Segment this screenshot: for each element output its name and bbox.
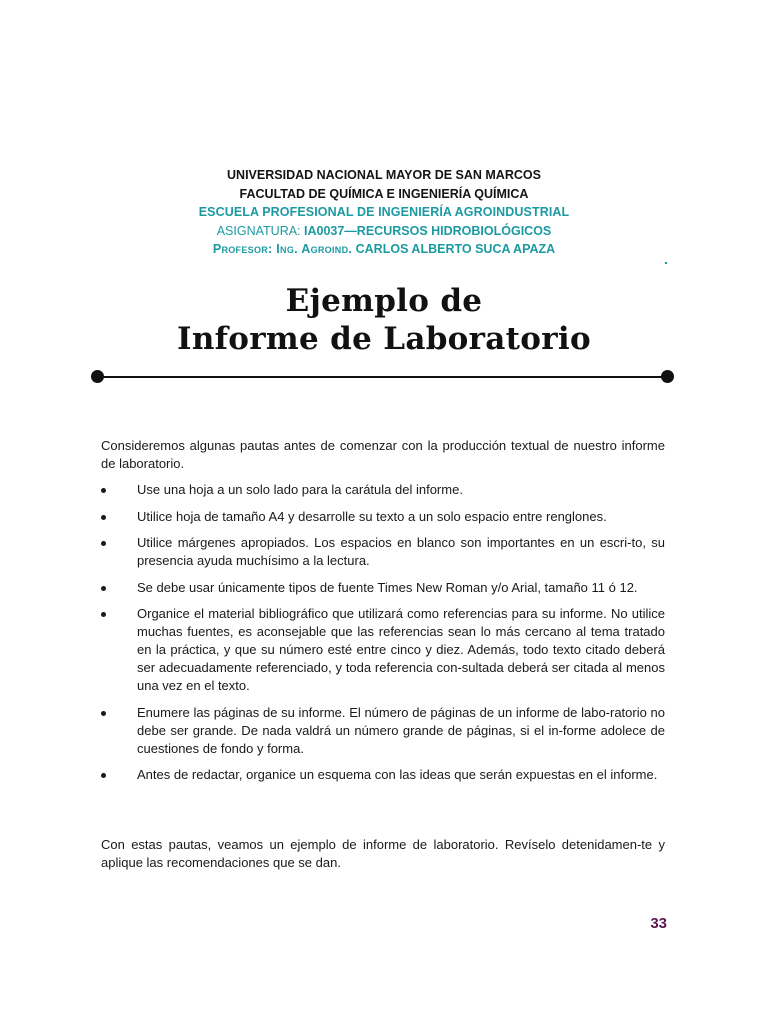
list-item [101,766,665,784]
list-item [101,534,665,570]
title-divider [96,376,668,378]
professor-name: CARLOS ALBERTO SUCA APAZA [352,242,556,256]
bullet-icon [101,488,106,493]
course-name: IA0037—RECURSOS HIDROBIOLÓGICOS [304,223,552,238]
list-item [101,481,665,499]
list-item-text: Se debe usar únicamente tipos de fuente Times New Roman y/o Arial, tamaño 11 ó 12. [137,579,638,595]
bullet-icon [101,515,106,520]
intro-paragraph: Consideremos algunas pautas antes de comenzar con la producción textual de nuestro informe de laboratorio. [101,438,665,471]
bullet-icon [101,612,106,617]
title-line-2: Informe de Laboratorio [177,321,591,357]
divider-right-dot [661,370,674,383]
faculty-name: FACULTAD DE QUÍMICA E INGENIERÍA QUÍMICA [239,186,529,201]
bullet-icon [101,586,106,591]
list-item-text: Enumere las páginas de su informe. El número de páginas de un informe de labo-ratorio no debe ser grande. De nada valdrá un número grande de páginas, si el in-forme adolece de cuestiones de fondo y forma. [137,704,665,756]
list-item-text: Utilice márgenes apropiados. Los espacios en blanco son importantes en un escri-to, su presencia ayuda muchísimo a la lectura. [137,535,665,568]
list-item-text: Organice el material bibliográfico que utilizará como referencias para su informe. No utilice muchas fuentes, es aconsejable que las referencias sean lo más cercano al tema tratado en la práctica, y que su número esté entre cinco y diez. Además, todo texto citado deberá ser adecuadamente referenciado, y toda referencia con-sultada deberá ser citada al menos una vez en el texto. [137,606,665,693]
divider-left-dot [91,370,104,383]
list-item [101,579,665,597]
professor-line [0,240,768,259]
university-name: UNIVERSIDAD NACIONAL MAYOR DE SAN MARCOS [227,168,541,182]
closing-paragraph: Con estas pautas, veamos un ejemplo de informe de laboratorio. Revíselo detenidamen-te y aplique las recomendaciones que se dan. [101,837,665,870]
school-name: ESCUELA PROFESIONAL DE INGENIERÍA AGROINDUSTRIAL [198,205,570,219]
page-title [0,282,768,358]
list-item-text: Antes de redactar, organice un esquema con las ideas que serán expuestas en el informe. [137,767,658,782]
professor-prefix: Profesor: Ing. Agroind. [212,242,353,256]
title-line-1: Ejemplo de [285,283,483,319]
guidelines-list [101,481,665,793]
list-item [101,605,665,695]
course-line [0,222,768,241]
bullet-icon [101,773,106,778]
list-item-text: Utilice hoja de tamaño A4 y desarrolle su texto a un solo espacio entre renglones. [137,508,607,524]
bullet-icon [101,541,106,546]
bullet-icon [101,711,106,716]
list-item-text: Use una hoja a un solo lado para la carátula del informe. [137,482,463,497]
course-prefix: ASIGNATURA: [216,223,304,238]
page-number: 33 [650,915,667,932]
document-header [0,166,768,259]
decorative-dot [665,262,667,264]
list-item [101,508,665,526]
list-item [101,704,665,758]
